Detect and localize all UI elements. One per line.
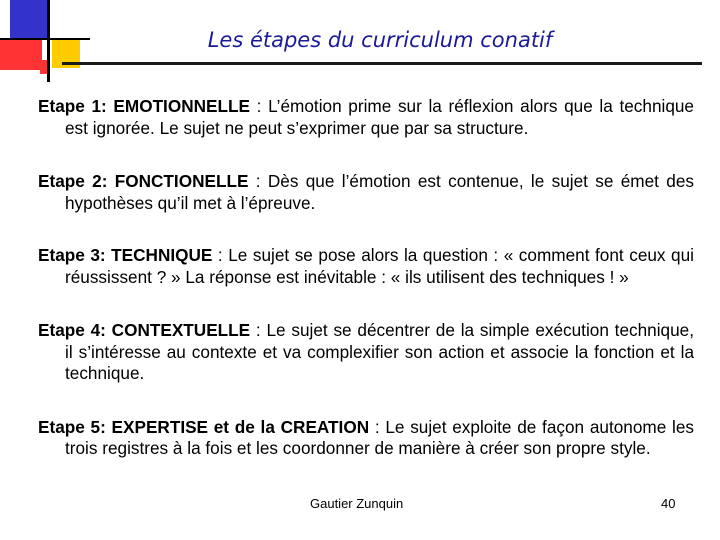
stage-3-paragraph <box>38 245 694 288</box>
page-title: Les étapes du curriculum conatif <box>207 28 553 52</box>
stage-2-heading: Etape 2: FONCTIONELLE <box>38 171 249 191</box>
stage-4-text: : Le sujet se décentrer de la simple exécution technique, il s’intéresse au contexte et va complexifier son action et associe la fonction et la technique. <box>65 320 694 383</box>
decorative-red-square <box>0 38 42 70</box>
slide-body <box>38 96 694 460</box>
footer-author: Gautier Zunquin <box>310 496 404 511</box>
stage-3-heading: Etape 3: TECHNIQUE <box>38 245 213 265</box>
stage-1-text: : L’émotion prime sur la réflexion alors que la technique est ignorée. Le sujet ne peut s’exprimer que par sa structure. <box>65 96 694 138</box>
title-underline <box>62 62 702 65</box>
stage-2-paragraph <box>38 171 694 214</box>
stage-2-text: : Dès que l’émotion est contenue, le sujet se émet des hypothèses qu’il met à l’épreuve. <box>65 171 695 213</box>
stage-1-heading: Etape 1: EMOTIONNELLE <box>38 96 250 116</box>
stage-4-paragraph <box>38 320 694 385</box>
stage-1-paragraph <box>38 96 694 139</box>
stage-3-text: : Le sujet se pose alors la question : « comment font ceux qui réussissent ? » La réponse est inévitable : « ils utilisent des techniques ! » <box>65 245 694 287</box>
decorative-blue-square <box>10 0 48 40</box>
stage-5-paragraph <box>38 417 694 460</box>
stage-5-text: : Le sujet exploite de façon autonome les trois registres à la fois et les coordonner de manière à créer son propre style. <box>65 416 694 458</box>
stage-5-heading: Etape 5: EXPERTISE et de la CREATION <box>38 416 370 437</box>
decorative-short-line <box>0 38 90 40</box>
page-number: 40 <box>661 496 676 511</box>
decorative-vertical-line <box>47 0 50 82</box>
stage-4-heading: Etape 4: CONTEXTUELLE <box>38 320 251 340</box>
